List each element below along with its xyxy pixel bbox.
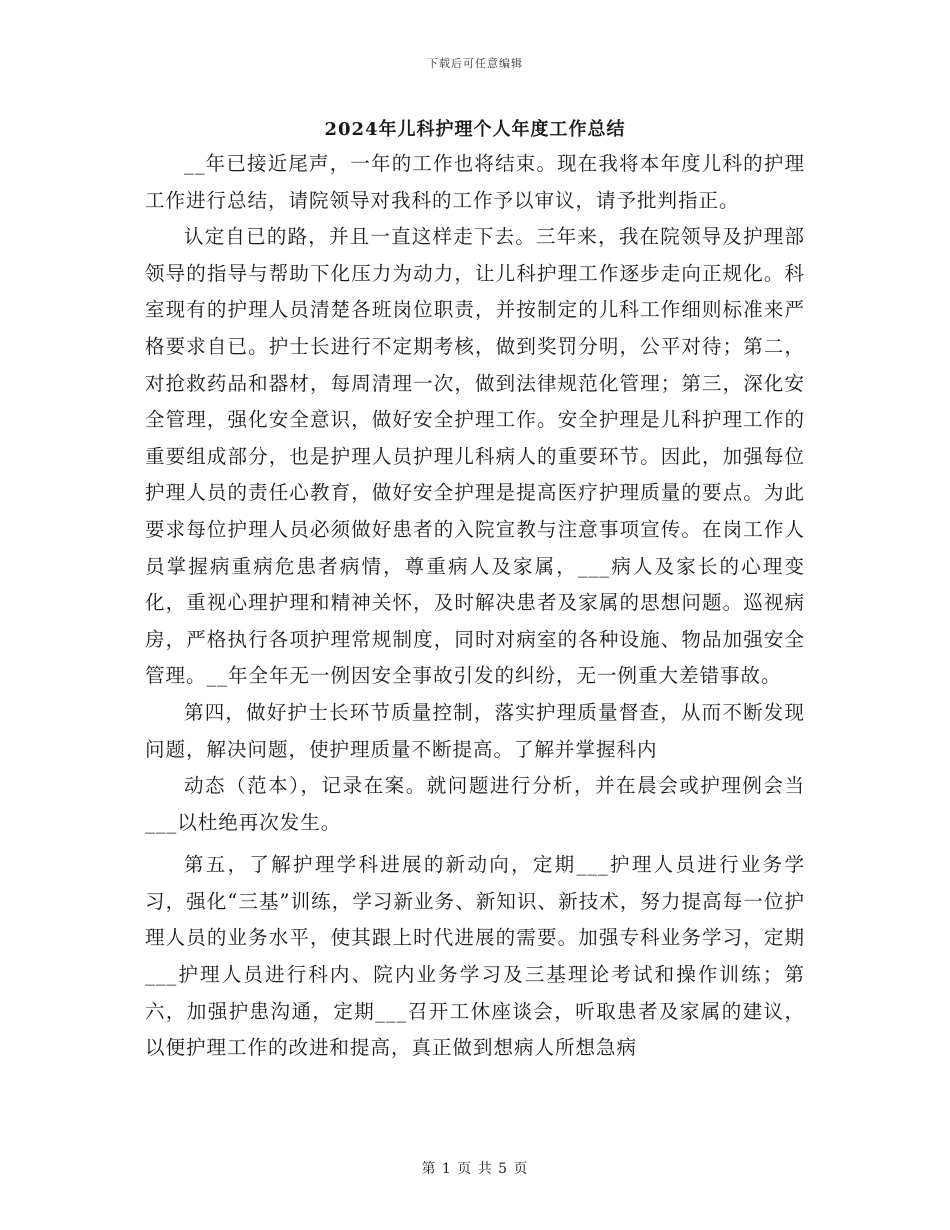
page-number: 第 1 页 共 5 页 (421, 1161, 529, 1177)
page-header-note: 下载后可任意编辑 (427, 57, 523, 70)
paragraph-intro: __年已接近尾声，一年的工作也将结束。现在我将本年度儿科的护理工作进行总结，请院领导对我科的工作予以审议，请予批判指正。 (145, 152, 805, 212)
paragraph-fourth-continued: 动态（范本），记录在案。就问题进行分析，并在晨会或护理例会当___以杜绝再次发生。 (145, 774, 805, 834)
document-title: 2024年儿科护理个人年度工作总结 (324, 119, 626, 140)
document-body (145, 146, 805, 1067)
paragraph-fifth: 第五，了解护理学科进展的新动向，定期___护理人员进行业务学习，强化“三基”训练，学习新业务、新知识、新技术，努力提高每一位护理人员的业务水平，使其跟上时代进展的需要。加强专科业务学习，定期___护理人员进行科内、院内业务学习及三基理论考试和操作训练；第六，加强护患沟通，定期___召开工休座谈会，听取患者及家属的建议，以便护理工作的改进和提高，真正做到想病人所想急病 (145, 853, 805, 1060)
paragraph-main: 认定自已的路，并且一直这样走下去。三年来，我在院领导及护理部领导的指导与帮助下化压力为动力，让儿科护理工作逐步走向正规化。科室现有的护理人员清楚各班岗位职责，并按制定的儿科工作细则标准来严格要求自已。护士长进行不定期考核，做到奖罚分明，公平对待；第二，对抢救药品和器材，每周清理一次，做到法律规范化管理；第三，深化安全管理，强化安全意识，做好安全护理工作。安全护理是儿科护理工作的重要组成部分，也是护理人员护理儿科病人的重要环节。因此，加强每位护理人员的责任心教育，做好安全护理是提高医疗护理质量的要点。为此要求每位护理人员必须做好患者的入院宣教与注意事项宣传。在岗工作人员掌握病重病危患者病情，尊重病人及家属，___病人及家长的心理变化，重视心理护理和精神关怀，及时解决患者及家属的思想问题。巡视病房，严格执行各项护理常规制度，同时对病室的各种设施、物品加强安全管理。__年全年无一例因安全事故引发的纠纷，无一例重大差错事故。 (145, 225, 805, 688)
paragraph-fourth: 第四，做好护士长环节质量控制，落实护理质量督查，从而不断发现问题，解决问题，使护理质量不断提高。了解并掌握科内 (145, 700, 805, 761)
